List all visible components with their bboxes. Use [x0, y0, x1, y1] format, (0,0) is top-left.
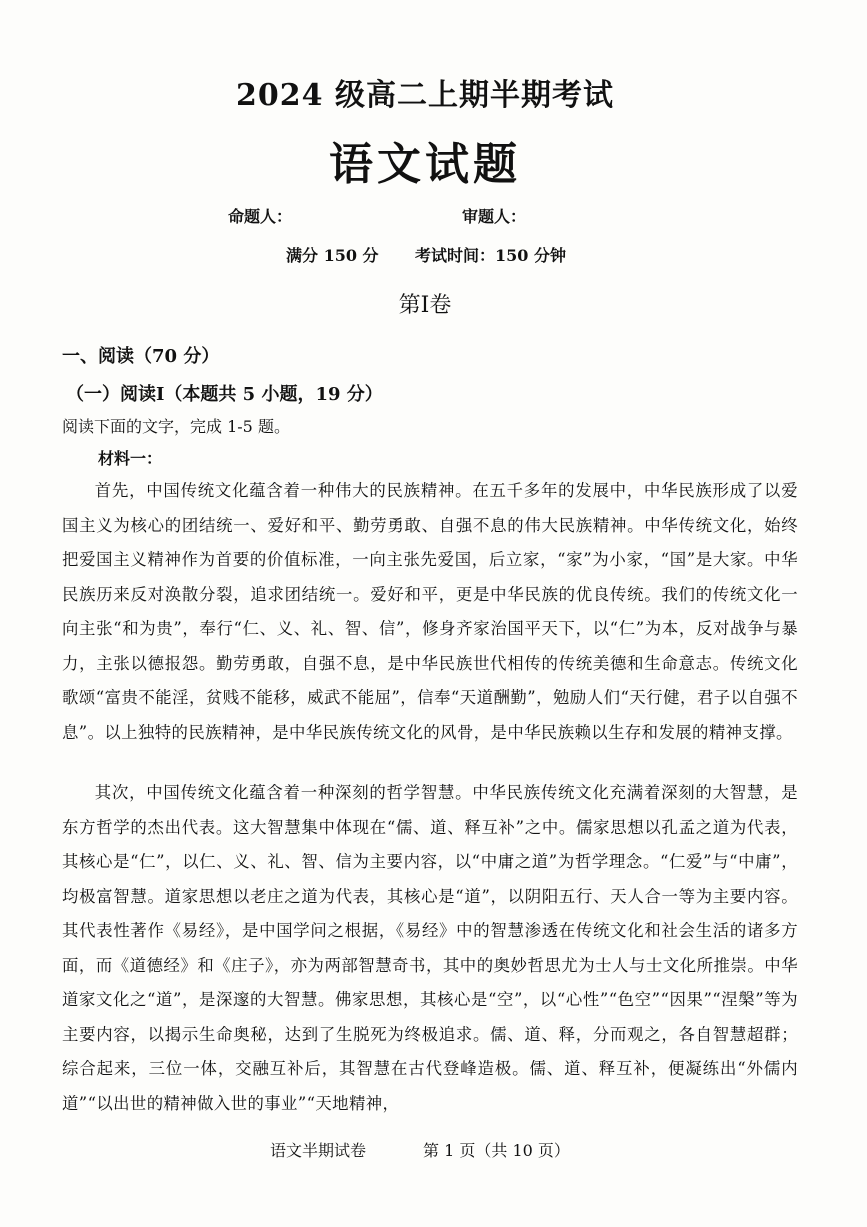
subject-title: 语文试题: [329, 139, 521, 190]
setter-label: 命题人：: [228, 207, 293, 226]
footer-exam-label: 语文半期试卷: [270, 1141, 367, 1160]
full-score: 满分 150 分: [286, 246, 379, 265]
instruction-text: 阅读下面的文字，完成 1-5 题。: [62, 417, 290, 436]
reviewer-label: 审题人：: [462, 207, 527, 226]
material-label: 材料一：: [98, 449, 163, 468]
exam-time: 考试时间：150 分钟: [415, 246, 566, 265]
paragraph: 其次，中国传统文化蕴含着一种深刻的哲学智慧。中华民族传统文化充满着深刻的大智慧，是东方哲学的杰出代表。这大智慧集中体现在“儒、道、释互补”之中。儒家思想以孔孟之道为代表，其核心是“仁”，以仁、义、礼、智、信为主要内容，以“中庸之道”为哲学理念。“仁爱”与“中庸”，均极富智慧。道家思想以老庄之道为代表，其核心是“道”，以阴阳五行、天人合一等为主要内容。其代表性著作《易经》，是中国学问之根据，《易经》中的智慧渗透在传统文化和社会生活的诸多方面，而《道德经》和《庄子》，亦为两部智慧奇书，其中的奥妙哲思尤为士人与士文化所推崇。中华道家文化之“道”，是深邃的大智慧。佛家思想，其核心是“空”，以“心性”“色空”“因果”“涅槃”等为主要内容，以揭示生命奥秘，达到了生脱死为终极追求。儒、道、释，分而观之，各自智慧超群；综合起来，三位一体，交融互补后，其智慧在古代登峰造极。儒、道、释互补，便凝练出“外儒内道”“以出世的精神做入世的事业”“天地精神，: [62, 783, 798, 1113]
volume-heading: 第Ⅰ卷: [398, 293, 452, 318]
paragraph: 首先，中国传统文化蕴含着一种伟大的民族精神。在五千多年的发展中，中华民族形成了以爱国主义为核心的团结统一、爱好和平、勤劳勇敢、自强不息的伟大民族精神。中华传统文化，始终把爱国主义精神作为首要的价值标准，一向主张先爱国，后立家，“家”为小家，“国”是大家。中华民族历来反对涣散分裂，追求团结统一。爱好和平，更是中华民族的优良传统。我们的传统文化一向主张“和为贵”，奉行“仁、义、礼、智、信”，修身齐家治国平天下，以“仁”为本，反对战争与暴力，主张以德报怨。勤劳勇敢，自强不息，是中华民族世代相传的传统美德和生命意志。传统文化歌颂“富贵不能淫，贫贱不能移，威武不能屈”，信奉“天道酬勤”，勉励人们“天行健，君子以自强不息”。以上独特的民族精神，是中华民族传统文化的风骨，是中华民族赖以生存和发展的精神支撑。: [62, 481, 798, 742]
footer-page-info: 第 1 页（共 10 页）: [423, 1141, 570, 1160]
section-heading: 一、阅读（70 分）: [62, 346, 220, 367]
exam-title: 2024 级高二上期半期考试: [236, 78, 614, 113]
subsection-heading: （一）阅读Ⅰ（本题共 5 小题，19 分）: [66, 384, 383, 405]
